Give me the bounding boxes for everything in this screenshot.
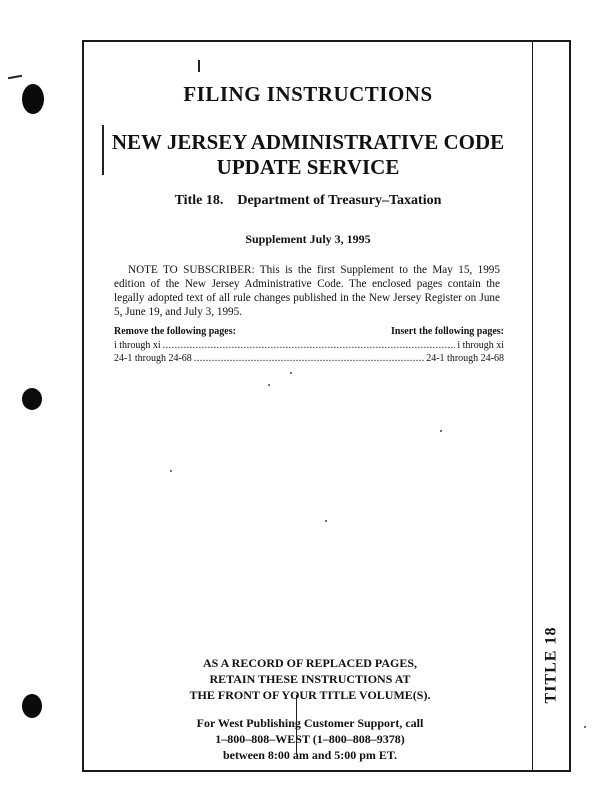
punch-hole-middle — [22, 388, 42, 410]
support-line1: For West Publishing Customer Support, call — [196, 716, 424, 730]
punch-hole-bottom — [22, 694, 42, 718]
scan-mark — [8, 75, 22, 79]
insert-pages-cell: i through xi — [457, 340, 504, 351]
insert-pages-header: Insert the following pages: — [390, 326, 504, 337]
scan-mark — [198, 60, 200, 72]
scan-speck — [268, 384, 270, 386]
title-tab-label: TITLE 18 — [542, 626, 560, 704]
remove-pages-cell: i through xi — [114, 340, 161, 351]
footer-line1: AS A RECORD OF REPLACED PAGES, — [202, 656, 418, 670]
subscriber-note — [114, 263, 500, 319]
title-number: Title 18. — [174, 193, 224, 208]
pages-table-row — [114, 353, 504, 364]
scan-speck — [440, 430, 442, 432]
code-title-line2: UPDATE SERVICE — [216, 155, 400, 179]
pages-table-row — [114, 340, 504, 351]
dot-leader — [163, 340, 456, 351]
dot-leader — [194, 353, 424, 364]
footer-line3: THE FRONT OF YOUR TITLE VOLUME(S). — [189, 688, 431, 702]
support-phone: 1–800–808–WEST (1–800–808–9378) — [215, 732, 405, 746]
scan-speck — [170, 470, 172, 472]
footer-line2: RETAIN THESE INSTRUCTIONS AT — [209, 672, 411, 686]
pages-table-header — [114, 326, 504, 337]
subscriber-note-text: NOTE TO SUBSCRIBER: This is the first Supplement to the May 15, 1995 edition of the New Jersey Administrative Code. The enclosed pages contain the legally adopted text of all rule changes published in the New Jersey Register on June 5, June 19, and July 3, 1995. — [114, 264, 500, 318]
scan-speck — [290, 372, 292, 374]
insert-pages-cell: 24-1 through 24-68 — [426, 353, 504, 364]
supplement-date: Supplement July 3, 1995 — [245, 232, 371, 246]
scan-speck — [325, 520, 327, 522]
punch-hole-top — [22, 84, 44, 114]
title-department — [88, 193, 528, 209]
page-heading: FILING INSTRUCTIONS — [183, 82, 433, 106]
code-title-line1: NEW JERSEY ADMINISTRATIVE CODE — [111, 130, 505, 154]
department-name: Department of Treasury–Taxation — [237, 193, 442, 208]
scan-speck — [584, 726, 586, 728]
remove-pages-header: Remove the following pages: — [114, 326, 236, 337]
remove-pages-cell: 24-1 through 24-68 — [114, 353, 192, 364]
title-tab — [532, 610, 571, 720]
support-hours: between 8:00 am and 5:00 pm ET. — [222, 748, 398, 762]
